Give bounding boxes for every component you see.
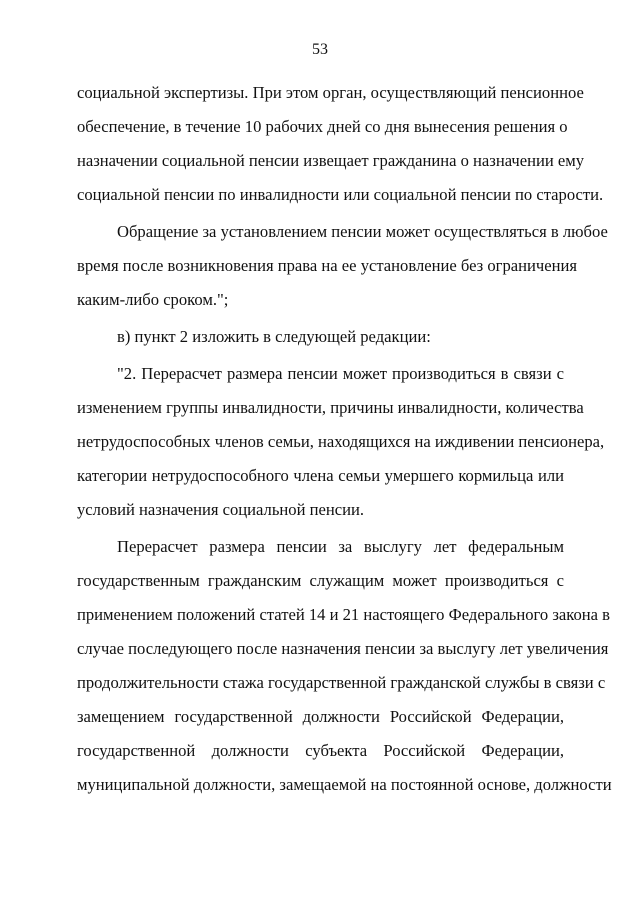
text-line: время после возникновения права на ее установление без ограничения xyxy=(77,256,578,275)
text-line: условий назначения социальной пенсии. xyxy=(77,500,365,519)
text-line: применением положений статей 14 и 21 настоящего Федерального закона в xyxy=(77,605,611,624)
text-line: в) пункт 2 изложить в следующей редакции: xyxy=(117,327,431,346)
text-line: государственной должности субъекта Российской Федерации, xyxy=(77,741,564,760)
text-line: замещением государственной должности Российской Федерации, xyxy=(77,707,564,726)
paragraph-3 xyxy=(77,320,564,354)
text-line: муниципальной должности, замещаемой на постоянной основе, должности xyxy=(77,775,612,794)
text-line: назначении социальной пенсии извещает гражданина о назначении ему xyxy=(77,151,585,170)
document-body xyxy=(77,76,612,802)
text-line: государственным гражданским служащим может производиться с xyxy=(77,571,564,590)
text-line: обеспечение, в течение 10 рабочих дней со дня вынесения решения о xyxy=(77,117,568,136)
paragraph-2 xyxy=(77,215,608,317)
text-line: категории нетрудоспособного члена семьи умершего кормильца или xyxy=(77,466,564,485)
text-line: Перерасчет размера пенсии за выслугу лет федеральным xyxy=(117,537,564,556)
page-number: 53 xyxy=(312,41,328,58)
paragraph-5 xyxy=(77,530,612,802)
paragraph-1 xyxy=(77,76,604,212)
text-line: Обращение за установлением пенсии может осуществляться в любое xyxy=(117,222,608,241)
text-line: случае последующего после назначения пенсии за выслугу лет увеличения xyxy=(77,639,609,658)
text-line: нетрудоспособных членов семьи, находящихся на иждивении пенсионера, xyxy=(77,432,605,451)
text-line: социальной экспертизы. При этом орган, осуществляющий пенсионное xyxy=(77,83,584,102)
text-line: "2. Перерасчет размера пенсии может производиться в связи с xyxy=(117,364,564,383)
paragraph-4 xyxy=(77,357,605,527)
text-line: социальной пенсии по инвалидности или социальной пенсии по старости. xyxy=(77,185,604,204)
text-line: изменением группы инвалидности, причины инвалидности, количества xyxy=(77,398,584,417)
text-line: продолжительности стажа государственной гражданской службы в связи с xyxy=(77,673,606,692)
text-line: каким-либо сроком."; xyxy=(77,290,229,309)
